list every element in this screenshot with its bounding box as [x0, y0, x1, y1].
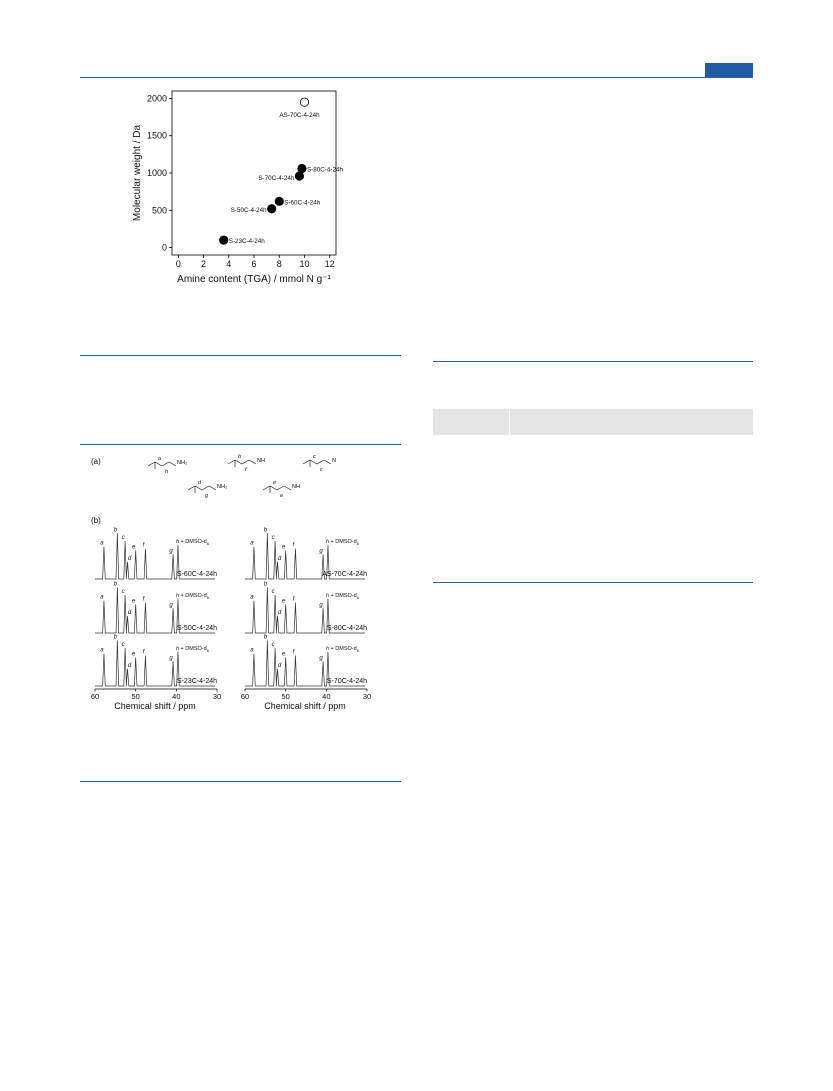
chem-fragment	[188, 480, 227, 499]
x-tick-label: 0	[175, 259, 181, 269]
data-point	[275, 197, 283, 205]
peak-label: g	[319, 602, 323, 609]
x-tick-label: 50	[131, 692, 140, 701]
fragment-end-group: N	[332, 458, 336, 464]
section-rule-1	[80, 355, 401, 356]
x-tick-label: 8	[276, 259, 282, 269]
peak-label: b	[113, 634, 118, 641]
x-tick-label: 30	[212, 692, 222, 701]
peak-label: g	[319, 655, 323, 662]
data-point-label: S-23C-4-24h	[228, 238, 265, 246]
peak-label: e	[281, 598, 286, 605]
peak-label: f	[292, 649, 295, 656]
x-tick-label: 30	[362, 692, 372, 701]
peak-label: f	[142, 649, 145, 656]
peak-label: b	[263, 527, 268, 534]
y-axis-label: Molecular weight / Da	[132, 124, 143, 222]
table-header-cell	[433, 409, 510, 435]
peak-label: c	[121, 535, 125, 541]
peak-label: f	[292, 596, 295, 603]
section-rule-2	[80, 444, 401, 445]
x-axis-label: Amine content (TGA) / mmol N g⁻¹	[177, 274, 331, 285]
peak-label: a	[100, 540, 104, 547]
peak-label: g	[169, 548, 173, 555]
x-tick-label: 60	[90, 692, 100, 701]
peak-label: d	[127, 609, 132, 616]
fragment-letter: h	[165, 469, 169, 475]
peak-label: a	[100, 647, 104, 654]
peak-label: c	[271, 642, 275, 648]
data-point-label: S-80C-4-24h	[306, 166, 344, 174]
peak-label: a	[250, 540, 254, 547]
table-header	[433, 409, 753, 435]
fragment-letter: f	[245, 467, 247, 473]
peak-label: b	[113, 527, 118, 534]
spectrum-sample-label: AS-70C-4-24h	[322, 571, 367, 578]
x-tick-label: 50	[281, 692, 290, 701]
spectrum-sample-label: S-80C-4-24h	[326, 625, 367, 632]
solvent-peak-label: h + DMSO-$d_6$	[175, 539, 209, 546]
header-rule	[80, 77, 753, 78]
y-tick-label: 0	[161, 242, 167, 253]
data-point-label: S-50C-4-24h	[230, 206, 267, 214]
chem-fragment	[303, 454, 336, 473]
panel-a-label: (a)	[91, 457, 101, 466]
x-tick-label: 2	[201, 259, 207, 269]
fragment-letter: b	[238, 454, 242, 460]
fragment-end-group: NH₂	[177, 460, 188, 466]
chem-fragment	[148, 456, 187, 475]
solvent-peak-label: h + DMSO-$d_6$	[325, 539, 359, 546]
peak-label: b	[263, 581, 268, 588]
data-point	[220, 236, 228, 244]
peak-label: d	[277, 555, 282, 562]
peak-label: g	[169, 655, 173, 662]
fragment-letter: c	[313, 454, 316, 460]
peak-label: a	[250, 594, 254, 601]
y-tick-label: 1500	[146, 130, 167, 141]
fragment-end-group: NH₂	[217, 484, 228, 490]
figure1-scatter-chart	[125, 85, 355, 290]
fragment-letter: e	[273, 480, 277, 486]
spectrum-sample-label: S-50C-4-24h	[176, 625, 217, 632]
x-tick-label: 12	[324, 259, 335, 269]
peak-label: d	[127, 662, 132, 669]
fragment-letter: d	[198, 480, 202, 486]
y-tick-label: 500	[151, 205, 167, 216]
peak-label: c	[121, 589, 125, 595]
peak-label: d	[127, 555, 132, 562]
x-tick-label: 40	[172, 692, 181, 701]
peak-label: e	[281, 651, 286, 658]
fragment-letter: e	[280, 493, 284, 499]
solvent-peak-label: h + DMSO-$d_6$	[175, 593, 209, 600]
data-point	[300, 98, 308, 106]
data-point-label: S-70C-4-24h	[258, 174, 295, 182]
peak-label: d	[277, 609, 282, 616]
data-point	[267, 205, 275, 213]
header-tab	[705, 63, 753, 77]
peak-label: a	[100, 594, 104, 601]
peak-label: g	[169, 602, 173, 609]
section-rule-3	[80, 781, 401, 782]
left-x-axis-label: Chemical shift / ppm	[114, 701, 196, 711]
panel-b-label: (b)	[91, 516, 101, 525]
solvent-peak-label: h + DMSO-$d_6$	[325, 593, 359, 600]
fragment-letter: g	[205, 493, 209, 499]
right-rule-1	[433, 361, 753, 362]
peak-label: e	[131, 598, 136, 605]
x-tick-label: 60	[240, 692, 250, 701]
y-tick-label: 2000	[146, 93, 167, 104]
peak-label: e	[131, 651, 136, 658]
peak-label: c	[271, 535, 275, 541]
peak-label: b	[113, 581, 118, 588]
peak-label: e	[281, 544, 286, 551]
spectrum-sample-label: S-60C-4-24h	[176, 571, 217, 578]
spectrum-sample-label: S-70C-4-24h	[326, 678, 367, 685]
peak-label: c	[271, 589, 275, 595]
right-rule-2	[433, 582, 753, 583]
peak-label: a	[250, 647, 254, 654]
right-x-axis-label: Chemical shift / ppm	[264, 701, 346, 711]
fragment-end-group: NH	[292, 484, 300, 490]
data-point-label: AS-70C-4-24h	[279, 112, 320, 120]
peak-label: g	[319, 548, 323, 555]
y-tick-label: 1000	[146, 168, 167, 178]
data-point	[298, 164, 306, 172]
peak-label: f	[292, 542, 295, 549]
peak-label: b	[263, 634, 268, 641]
x-tick-label: 40	[322, 692, 331, 701]
x-tick-label: 10	[299, 259, 310, 269]
fragment-letter: c	[320, 467, 323, 473]
peak-label: f	[142, 596, 145, 603]
solvent-peak-label: h + DMSO-$d_6$	[175, 646, 209, 653]
peak-label: c	[121, 642, 125, 648]
chem-fragment	[263, 480, 300, 499]
solvent-peak-label: h + DMSO-$d_6$	[325, 646, 359, 653]
data-point-label: S-60C-4-24h	[284, 199, 321, 207]
spectrum-sample-label: S-23C-4-24h	[176, 678, 217, 685]
peak-label: d	[277, 662, 282, 669]
x-tick-label: 4	[226, 259, 232, 269]
figure2-nmr-figure	[88, 452, 388, 712]
fragment-letter: a	[158, 456, 162, 462]
fragment-end-group: NH	[257, 458, 265, 464]
chem-fragment	[228, 454, 265, 473]
x-tick-label: 6	[251, 259, 257, 269]
peak-label: e	[131, 544, 136, 551]
peak-label: f	[142, 542, 145, 549]
